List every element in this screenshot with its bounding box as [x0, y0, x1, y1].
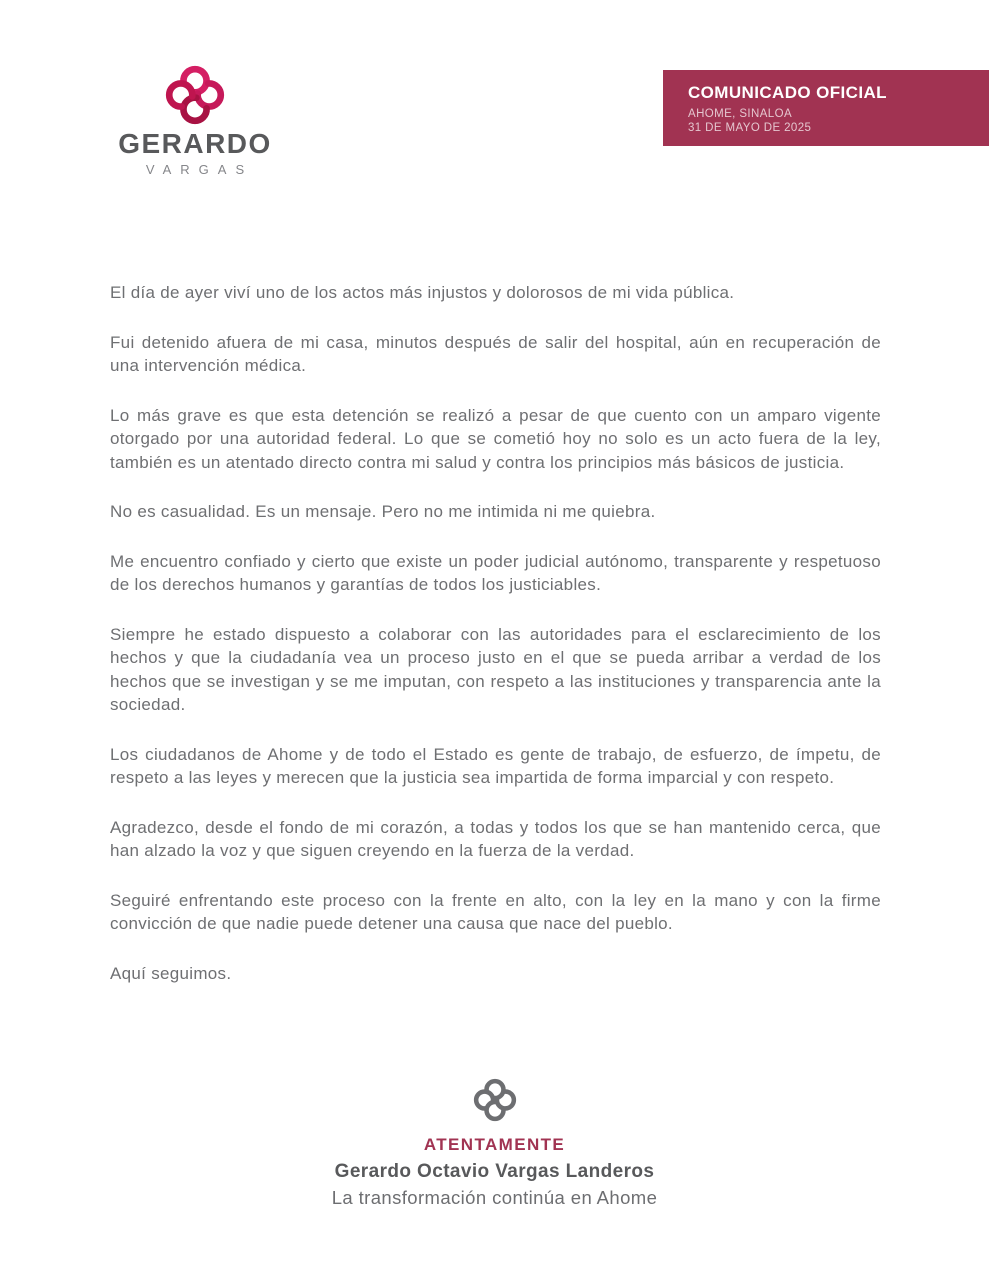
paragraph: Me encuentro confiado y cierto que existe un poder judicial autónomo, transparente y respetuoso de los derechos humanos y garantías de todos los justiciables. [110, 551, 881, 594]
paragraph: Agradezco, desde el fondo de mi corazón, a todas y todos los que se han mantenido cerca, que han alzado la voz y que siguen creyendo en la fuerza de la verdad. [110, 817, 881, 860]
paragraph: No es casualidad. Es un mensaje. Pero no me intimida ni me quiebra. [110, 502, 656, 521]
flower-knot-gray-icon [471, 1074, 519, 1126]
paragraph: Los ciudadanos de Ahome y de todo el Estado es gente de trabajo, de esfuerzo, de ímpetu, de respeto a las leyes y merecen que la justicia sea impartida de forma imparcial y con respeto. [110, 744, 881, 787]
letter-body [110, 281, 881, 985]
brand-surname: VARGAS [145, 162, 254, 177]
salutation: ATENTAMENTE [423, 1135, 566, 1154]
letter-footer [0, 1074, 989, 1209]
slogan: La transformación continúa en Ahome [331, 1187, 658, 1208]
flower-knot-icon [163, 58, 227, 132]
signer-name: Gerardo Octavio Vargas Landeros [334, 1161, 655, 1182]
paragraph: Fui detenido afuera de mi casa, minutos después de salir del hospital, aún en recuperación de una intervención médica. [110, 332, 881, 375]
paragraph: Lo más grave es que esta detención se realizó a pesar de que cuento con un amparo vigente otorgado por una autoridad federal. Lo que se cometió hoy no solo es un acto fuera de la ley, también es un atentado directo contra mi salud y contra los principios más básicos de justicia. [110, 405, 881, 472]
banner-title: COMUNICADO OFICIAL [688, 83, 887, 102]
brand-name: GERARDO [118, 128, 272, 159]
banner-location: AHOME, SINALOA [688, 108, 793, 120]
banner-date: 31 DE MAYO DE 2025 [688, 122, 812, 134]
paragraph: Seguiré enfrentando este proceso con la frente en alto, con la ley en la mano y con la firme convicción de que nadie puede detener una causa que nace del pueblo. [110, 890, 881, 933]
paragraph: Siempre he estado dispuesto a colaborar con las autoridades para el esclarecimiento de los hechos y que la ciudadanía vea un proceso justo en el que se pueda arribar a verdad de los hechos que se investigan y se me imputan, con respeto a las instituciones y transparencia ante la sociedad. [110, 624, 881, 714]
paragraph: El día de ayer viví uno de los actos más injustos y dolorosos de mi vida pública. [110, 283, 735, 302]
brand-logo [106, 58, 284, 177]
official-banner [663, 70, 989, 146]
paragraph: Aquí seguimos. [110, 963, 232, 983]
